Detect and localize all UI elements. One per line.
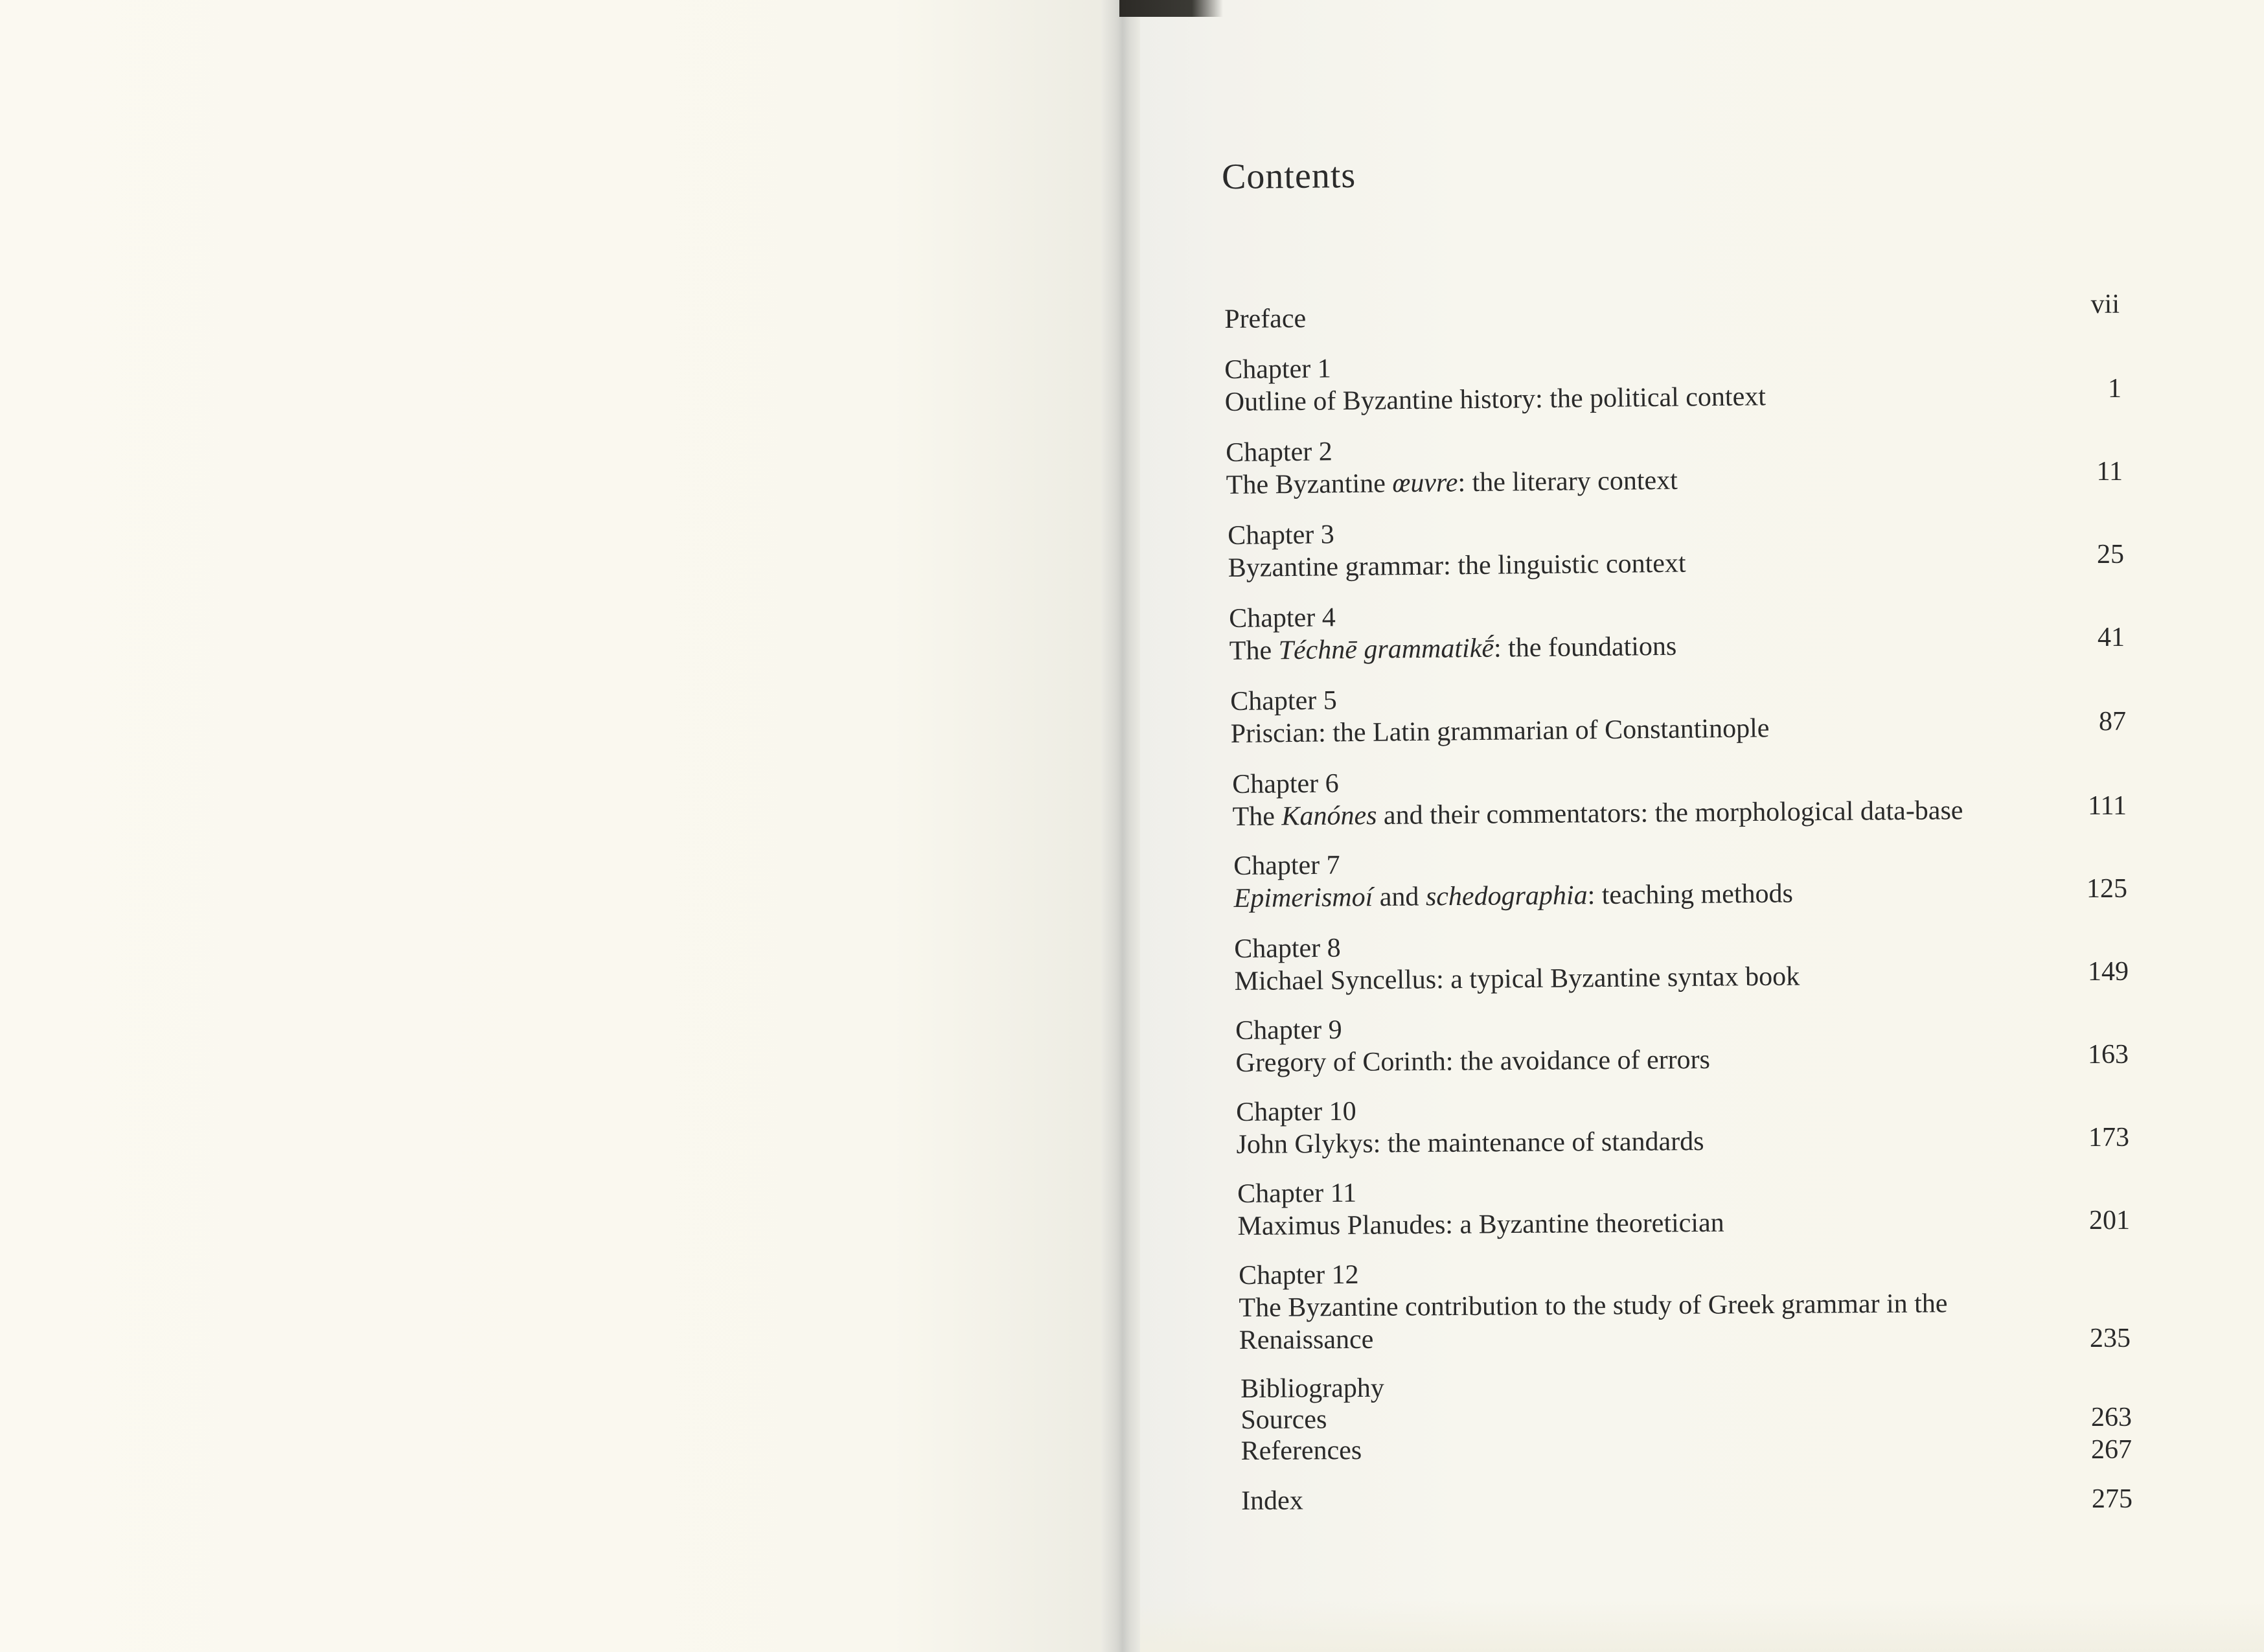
toc-page-number: 263: [2091, 1403, 2132, 1432]
toc-entry-chapter-12[interactable]: [1239, 1254, 2146, 1357]
bibliography-sources[interactable]: Sources: [1241, 1405, 1327, 1435]
chapter-label: Chapter 4: [1229, 602, 1336, 634]
chapter-label: Chapter 1: [1224, 354, 1331, 385]
toc-entry-preface[interactable]: [1224, 295, 2131, 336]
chapter-label: Chapter 7: [1233, 850, 1340, 881]
toc-entry-index[interactable]: [1241, 1480, 2148, 1517]
toc-page-number: vii: [2090, 290, 2120, 319]
chapter-title: Michael Syncellus: a typical Byzantine syntax book: [1234, 961, 1800, 996]
chapter-title: Gregory of Corinth: the avoidance of errors: [1235, 1044, 1711, 1078]
chapter-title-continued: Renaissance: [1239, 1324, 1374, 1355]
toc-entry-chapter-6[interactable]: [1232, 761, 2140, 833]
toc-page-number: 1: [2108, 374, 2121, 404]
chapter-label: Chapter 6: [1232, 768, 1339, 799]
chapter-label: Chapter 11: [1237, 1178, 1357, 1209]
chapter-title: Maximus Planudes: a Byzantine theoretician: [1237, 1208, 1724, 1241]
chapter-title: John Glykys: the maintenance of standards: [1236, 1126, 1704, 1160]
toc-entry-chapter-5[interactable]: [1230, 676, 2138, 750]
toc-page-number: 111: [2088, 791, 2127, 821]
toc-page-number: 41: [2098, 623, 2125, 652]
toc-page-number: 125: [2087, 874, 2127, 904]
toc-entry-chapter-4[interactable]: [1229, 593, 2136, 667]
toc-entry-chapter-1[interactable]: [1224, 344, 2132, 419]
chapter-title: Outline of Byzantine history: the political context: [1224, 382, 1767, 417]
toc-page-number: 149: [2088, 957, 2129, 987]
toc-entry-chapter-8[interactable]: [1234, 925, 2142, 998]
chapter-title: Byzantine grammar: the linguistic context: [1228, 548, 1686, 583]
toc-entry-chapter-7[interactable]: [1233, 842, 2141, 915]
toc-page-number: 163: [2088, 1040, 2129, 1070]
toc-title: Preface: [1224, 303, 1307, 334]
toc-entry-chapter-2[interactable]: [1226, 427, 2133, 501]
toc-entry-chapter-11[interactable]: [1237, 1171, 2145, 1243]
chapter-title: Epimerismoí and schedographia: teaching methods: [1233, 878, 1794, 913]
toc-page-number: 275: [2092, 1484, 2133, 1514]
chapter-label: Chapter 3: [1228, 520, 1334, 551]
toc-title: Index: [1241, 1486, 1303, 1516]
toc-page-number: 25: [2097, 540, 2124, 569]
toc-page-number: 11: [2096, 457, 2123, 487]
toc-page-number: 201: [2089, 1206, 2130, 1235]
chapter-label: Chapter 10: [1236, 1096, 1356, 1127]
chapter-label: Chapter 2: [1226, 437, 1332, 468]
contents-heading: Contents: [1221, 155, 1356, 198]
toc-title: Bibliography: [1241, 1373, 1384, 1404]
chapter-label: Chapter 12: [1239, 1259, 1359, 1291]
toc-entry-chapter-9[interactable]: [1235, 1008, 2143, 1079]
toc-page-number: 235: [2090, 1324, 2131, 1353]
bibliography-references[interactable]: References: [1241, 1436, 1362, 1466]
chapter-label: Chapter 8: [1234, 933, 1341, 964]
chapter-title: The Téchnē grammatikḗ: the foundations: [1229, 631, 1677, 666]
toc-entry-bibliography[interactable]: [1241, 1369, 2148, 1467]
chapter-title: Priscian: the Latin grammarian of Constantinople: [1230, 713, 1770, 749]
toc-page-number: 87: [2099, 707, 2126, 737]
toc-entry-chapter-3[interactable]: [1228, 510, 2135, 584]
chapter-label: Chapter 5: [1230, 685, 1337, 717]
chapter-title: The Kanónes and their commentators: the morphological data-base: [1232, 796, 1963, 832]
chapter-label: Chapter 9: [1235, 1015, 1342, 1046]
toc-page-number: 267: [2091, 1435, 2132, 1465]
chapter-title: The Byzantine contribution to the study of Greek grammar in the: [1239, 1289, 1948, 1323]
toc-entry-chapter-10[interactable]: [1236, 1090, 2144, 1161]
chapter-title: The Byzantine œuvre: the literary context: [1226, 465, 1678, 500]
toc-page-number: 173: [2088, 1123, 2129, 1153]
